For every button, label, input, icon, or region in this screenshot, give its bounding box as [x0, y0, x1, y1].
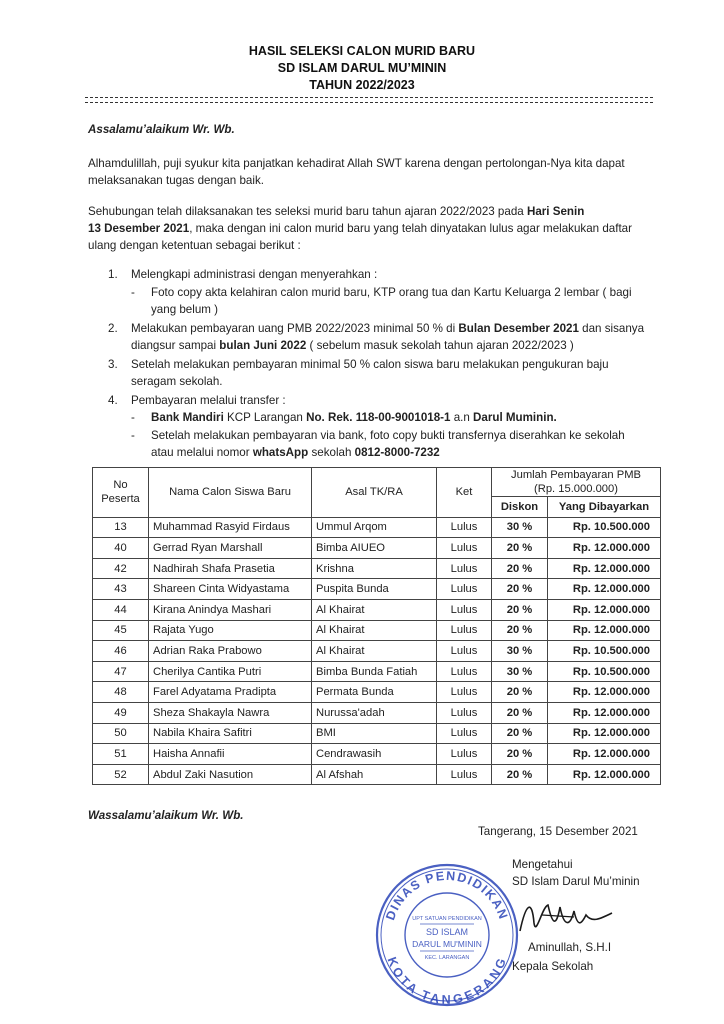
item-4-text: atau melalui nomor [151, 446, 253, 459]
item-2-bold-month: Bulan Desember 2021 [458, 322, 579, 335]
cell-ket: Lulus [437, 661, 492, 682]
cell-nama: Muhammad Rasyid Firdaus [149, 517, 312, 538]
cell-no-peserta: 45 [93, 620, 149, 641]
cell-no-peserta: 46 [93, 641, 149, 662]
header-text: (Rp. 15.000.000) [534, 483, 618, 495]
cell-asal: Krishna [312, 558, 437, 579]
table-row [93, 558, 661, 579]
item-2-text: ( sebelum masuk sekolah tahun ajaran 2022/2023 ) [306, 339, 574, 352]
header-text: Jumlah Pembayaran PMB [511, 469, 641, 481]
header-text: No [113, 479, 128, 492]
item-1-sub-line-1: Foto copy akta kelahiran calon murid baru, KTP orang tua dan Kartu Keluarga 2 lembar ( bagi [151, 286, 632, 299]
cell-nama: Adrian Raka Prabowo [149, 641, 312, 662]
cell-no-peserta: 40 [93, 538, 149, 559]
whatsapp-label: whatsApp [252, 446, 309, 459]
cell-diskon: 20 % [492, 764, 548, 785]
item-4-bank-line [151, 409, 557, 426]
table-row [93, 744, 661, 765]
item-4-sub-2-line-2 [151, 444, 440, 461]
para2-line-3: ulang dengan ketentuan sebagai berikut : [88, 239, 301, 252]
header-ket: Ket [437, 468, 492, 518]
principal-name: Aminullah, S.H.I [528, 941, 612, 954]
cell-asal: Bimba Bunda Fatiah [312, 661, 437, 682]
title-line-1: HASIL SELEKSI CALON MURID BARU [248, 44, 476, 58]
item-4-text: sekolah [308, 446, 355, 459]
cell-nama: Haisha Annafii [149, 744, 312, 765]
cell-ket: Lulus [437, 744, 492, 765]
stamp-text-bottom: KOTA TANGERANG [384, 955, 510, 1007]
cell-ket: Lulus [437, 641, 492, 662]
cell-no-peserta: 51 [93, 744, 149, 765]
table-header-row [93, 468, 661, 497]
cell-yang-dibayarkan: Rp. 12.000.000 [548, 620, 661, 641]
table-row [93, 579, 661, 600]
cell-asal: Al Khairat [312, 599, 437, 620]
cell-yang-dibayarkan: Rp. 12.000.000 [548, 558, 661, 579]
cell-no-peserta: 49 [93, 702, 149, 723]
cell-nama: Abdul Zaki Nasution [149, 764, 312, 785]
cell-asal: Nurussa'adah [312, 702, 437, 723]
cell-yang-dibayarkan: Rp. 12.000.000 [548, 702, 661, 723]
cell-ket: Lulus [437, 517, 492, 538]
account-holder: Darul Muminin. [473, 411, 557, 424]
table-row [93, 599, 661, 620]
cell-nama: Cherilya Cantika Putri [149, 661, 312, 682]
cell-asal: Al Afshah [312, 764, 437, 785]
cell-nama: Farel Adyatama Pradipta [149, 682, 312, 703]
item-number-4: 4. [108, 394, 118, 407]
cell-asal: BMI [312, 723, 437, 744]
table-row [93, 661, 661, 682]
cell-nama: Nadhirah Shafa Prasetia [149, 558, 312, 579]
cell-ket: Lulus [437, 620, 492, 641]
results-table [92, 467, 661, 785]
item-1-sub-line-2: yang belum ) [151, 303, 219, 316]
cell-diskon: 30 % [492, 661, 548, 682]
cell-no-peserta: 47 [93, 661, 149, 682]
cell-ket: Lulus [437, 579, 492, 600]
header-nama: Nama Calon Siswa Baru [149, 468, 312, 518]
para2-bold-day: Hari Senin [526, 205, 585, 218]
cell-diskon: 20 % [492, 682, 548, 703]
account-number: No. Rek. 118-00-9001018-1 [306, 411, 451, 424]
item-4-sub-2-line-1: Setelah melakukan pembayaran via bank, foto copy bukti transfernya diserahkan ke sekolah [151, 429, 625, 442]
table-row [93, 517, 661, 538]
header-jumlah [492, 468, 661, 497]
bank-name: Bank Mandiri [151, 411, 224, 424]
intro-line-2: melaksanakan tugas dengan baik. [88, 174, 264, 187]
cell-yang-dibayarkan: Rp. 12.000.000 [548, 579, 661, 600]
cell-nama: Shareen Cinta Widyastama [149, 579, 312, 600]
cell-yang-dibayarkan: Rp. 12.000.000 [548, 764, 661, 785]
header-asal: Asal TK/RA [312, 468, 437, 518]
item-2-line-2 [131, 337, 574, 354]
item-3-line-2: seragam sekolah. [131, 375, 223, 388]
item-4-text: Pembayaran melalui transfer : [131, 394, 286, 407]
para2-text: , maka dengan ini calon murid baru yang telah dinyatakan lulus agar melakukan daftar [189, 222, 632, 235]
para2-bold-date: 13 Desember 2021 [88, 222, 190, 235]
cell-asal: Cendrawasih [312, 744, 437, 765]
cell-yang-dibayarkan: Rp. 12.000.000 [548, 744, 661, 765]
cell-ket: Lulus [437, 538, 492, 559]
header-diskon: Diskon [492, 497, 548, 518]
item-number-3: 3. [108, 358, 118, 371]
header-text: Peserta [101, 493, 140, 506]
cell-diskon: 20 % [492, 579, 548, 600]
cell-no-peserta: 52 [93, 764, 149, 785]
cell-yang-dibayarkan: Rp. 10.500.000 [548, 661, 661, 682]
double-dashed-rule [85, 97, 653, 103]
greeting: Assalamu’alaikum Wr. Wb. [88, 123, 235, 136]
cell-no-peserta: 48 [93, 682, 149, 703]
cell-diskon: 20 % [492, 599, 548, 620]
cell-no-peserta: 50 [93, 723, 149, 744]
cell-no-peserta: 42 [93, 558, 149, 579]
cell-yang-dibayarkan: Rp. 12.000.000 [548, 682, 661, 703]
header-no-peserta [93, 468, 149, 518]
cell-diskon: 20 % [492, 558, 548, 579]
table-row [93, 764, 661, 785]
cell-asal: Al Khairat [312, 641, 437, 662]
stamp-inner-2: SD ISLAM [425, 927, 469, 937]
cell-no-peserta: 43 [93, 579, 149, 600]
cell-diskon: 20 % [492, 744, 548, 765]
cell-no-peserta: 13 [93, 517, 149, 538]
cell-ket: Lulus [437, 682, 492, 703]
title-line-2: SD ISLAM DARUL MU’MININ [277, 61, 447, 75]
svg-text:KOTA TANGERANG [385, 955, 510, 1007]
cell-ket: Lulus [437, 764, 492, 785]
cell-ket: Lulus [437, 599, 492, 620]
para2-text: Sehubungan telah dilaksanakan tes seleksi murid baru tahun ajaran 2022/2023 pada [88, 205, 527, 218]
item-2-text: Melakukan pembayaran uang PMB 2022/2023 minimal 50 % di [131, 322, 459, 335]
cell-yang-dibayarkan: Rp. 12.000.000 [548, 538, 661, 559]
table-row [93, 682, 661, 703]
cell-asal: Al Khairat [312, 620, 437, 641]
item-2-line-1 [131, 320, 644, 337]
cell-ket: Lulus [437, 723, 492, 744]
cell-ket: Lulus [437, 558, 492, 579]
item-number-2: 2. [108, 322, 118, 335]
cell-asal: Bimba AIUEO [312, 538, 437, 559]
school-stamp-seal-icon [372, 860, 522, 1010]
place-date: Tangerang, 15 Desember 2021 [478, 825, 638, 838]
cell-yang-dibayarkan: Rp. 10.500.000 [548, 641, 661, 662]
cell-diskon: 30 % [492, 517, 548, 538]
cell-nama: Rajata Yugo [149, 620, 312, 641]
account-an: a.n [450, 411, 474, 424]
stamp-inner-4: KEC. LARANGAN [424, 955, 470, 961]
stamp-inner-3: DARUL MU'MININ [412, 939, 482, 949]
cell-diskon: 20 % [492, 702, 548, 723]
principal-role: Kepala Sekolah [512, 960, 594, 973]
cell-asal: Permata Bunda [312, 682, 437, 703]
cell-yang-dibayarkan: Rp. 12.000.000 [548, 599, 661, 620]
para2-line-1 [88, 203, 584, 220]
bank-branch: KCP Larangan [223, 411, 307, 424]
cell-yang-dibayarkan: Rp. 12.000.000 [548, 723, 661, 744]
item-2-text: diangsur sampai [131, 339, 220, 352]
cell-no-peserta: 44 [93, 599, 149, 620]
closing-greeting: Wassalamu’alaikum Wr. Wb. [88, 809, 244, 822]
title-line-3: TAHUN 2022/2023 [309, 78, 415, 92]
cell-nama: Nabila Khaira Safitri [149, 723, 312, 744]
cell-nama: Gerrad Ryan Marshall [149, 538, 312, 559]
cell-diskon: 20 % [492, 620, 548, 641]
cell-yang-dibayarkan: Rp. 10.500.000 [548, 517, 661, 538]
table-row [93, 702, 661, 723]
svg-text:DINAS PENDIDIKAN [383, 869, 511, 922]
item-2-bold-month: bulan Juni 2022 [219, 339, 307, 352]
bullet-dash: - [131, 429, 135, 442]
table-row [93, 641, 661, 662]
cell-asal: Ummul Arqom [312, 517, 437, 538]
cell-diskon: 20 % [492, 723, 548, 744]
stamp-text-top: DINAS PENDIDIKAN [383, 868, 511, 923]
para2-line-2 [88, 220, 632, 237]
school-name: SD Islam Darul Mu’minin [512, 875, 640, 888]
intro-line-1: Alhamdulillah, puji syukur kita panjatkan kehadirat Allah SWT karena dengan pertolongan-Nya kita dapat [88, 157, 625, 170]
bullet-dash: - [131, 411, 135, 424]
whatsapp-number: 0812-8000-7232 [354, 446, 440, 459]
table-row [93, 538, 661, 559]
cell-nama: Kirana Anindya Mashari [149, 599, 312, 620]
bullet-dash: - [131, 286, 135, 299]
table-row [93, 723, 661, 744]
item-2-text: dan sisanya [578, 322, 645, 335]
cell-ket: Lulus [437, 702, 492, 723]
table-row [93, 620, 661, 641]
cell-diskon: 20 % [492, 538, 548, 559]
cell-diskon: 30 % [492, 641, 548, 662]
header-yang-dibayarkan: Yang Dibayarkan [548, 497, 661, 518]
item-3-line-1: Setelah melakukan pembayaran minimal 50 % calon siswa baru melakukan pengukuran baju [131, 358, 609, 371]
cell-nama: Sheza Shakayla Nawra [149, 702, 312, 723]
item-number-1: 1. [108, 268, 118, 281]
stamp-inner-1: UPT SATUAN PENDIDIKAN [412, 916, 482, 922]
cell-asal: Puspita Bunda [312, 579, 437, 600]
item-1-text: Melengkapi administrasi dengan menyerahkan : [131, 268, 378, 281]
mengetahui-label: Mengetahui [512, 858, 573, 871]
